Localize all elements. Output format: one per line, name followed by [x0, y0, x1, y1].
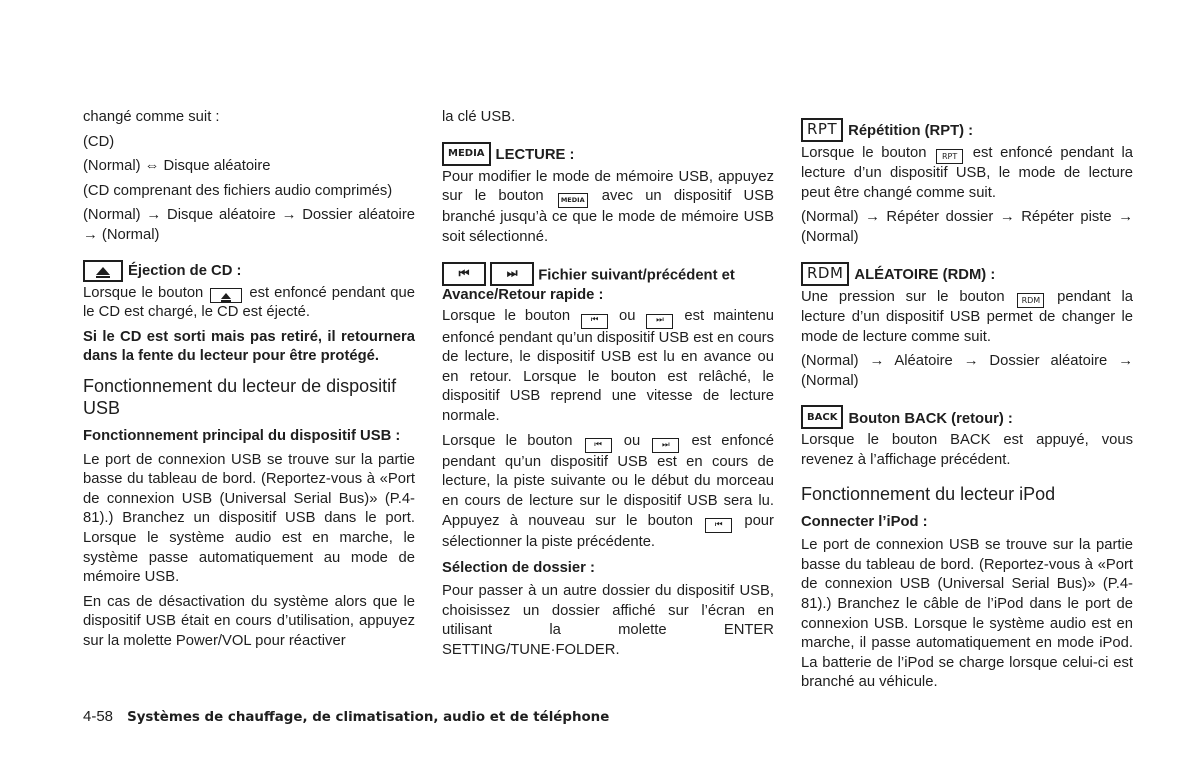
prev-inline-icon: ⏮ [585, 438, 612, 453]
media-icon: MEDIA [442, 142, 491, 166]
prev-track-icon: ⏮ [442, 262, 486, 286]
play-text-after: avec un dispositif USB branché jusqu’à ce que le mode de mémoire USB soit sélectionné. [442, 188, 774, 246]
play-heading-row [442, 142, 774, 166]
seek-p2-text-c: pour sélectionner la piste précédente. [442, 512, 774, 550]
rdm-sequence: (Normal) → Aléatoire → Dossier aléatoire → (Normal) [801, 353, 1133, 389]
intro-line: changé comme suit : [83, 109, 220, 125]
rdm-text-after: pendant la lecture d’un dispositif USB permet de changer le mode de lecture comme suit. [801, 288, 1133, 345]
seek-paragraph-1 [442, 307, 774, 426]
rpt-paragraph [801, 144, 1133, 203]
seek-p2-text-b: est enfoncé pendant qu’un dispositif USB est en cours de lecture, la piste suivante ou le début du morceau en cours de lecture sur le dispositif USB sera lu. Appuyez à nouveau sur le bouton [442, 432, 774, 529]
rdm-text-before: Une pression sur le bouton [801, 288, 1005, 305]
prev-inline-icon: ⏮ [581, 314, 608, 329]
rpt-inline-icon: RPT [936, 149, 963, 164]
ipod-sub-heading: Connecter l’iPod : [801, 513, 928, 530]
column-middle [442, 108, 774, 665]
continuation-line: la clé USB. [442, 109, 516, 125]
rpt-sequence: (Normal) → Répéter dossier → Répéter piste → (Normal) [801, 209, 1133, 246]
back-heading-row [801, 405, 1133, 429]
eject-paragraph [83, 284, 415, 323]
cd-label: (CD) [83, 133, 115, 150]
usb-section-title: Fonctionnement du lecteur de dispositif USB [83, 375, 397, 418]
rdm-paragraph [801, 288, 1133, 347]
seek-paragraph-2 [442, 432, 774, 553]
back-icon: BACK [801, 405, 843, 429]
seek-heading: Fichier suivant/précédent et Avance/Retour rapide : [442, 267, 735, 303]
usb-paragraph-2: En cas de désactivation du système alors que le dispositif USB était en cours d’utilisation, appuyez sur la molette Power/VOL pour réactiver [83, 593, 415, 649]
rdm-heading-row [801, 262, 1133, 286]
seek-p2-or: ou [623, 432, 641, 449]
cd-sequence: (Normal) ⇔ Disque aléatoire [83, 158, 271, 175]
seek-p1-or: ou [619, 308, 636, 325]
eject-heading: Éjection de CD : [128, 262, 242, 279]
usb-sub-heading: Fonctionnement principal du dispositif USB : [83, 427, 401, 444]
back-heading: Bouton BACK (retour) : [848, 410, 1013, 427]
ipod-paragraph: Le port de connexion USB se trouve sur la partie basse du tableau de bord. (Reportez-vous à «Port de connexion USB (Universal Serial Bus)» (P.4-81).) Branchez le câble de l’iPod dans le port de connexion USB. Lorsque le système audio est en marche, il passe automatiquement en mode iPod. La batterie de l’iPod se charge lorsque celui-ci est branché au véhicule. [801, 537, 1133, 691]
cd-compressed-sequence: (Normal) → Disque aléatoire → Dossier aléatoire → (Normal) [83, 207, 415, 243]
column-left [83, 108, 415, 656]
media-inline-icon: MEDIA [558, 193, 588, 208]
play-heading: LECTURE : [495, 147, 575, 163]
eject-warning: Si le CD est sorti mais pas retiré, il retournera dans la fente du lecteur pour être protégé. [83, 328, 415, 365]
rpt-text-before: Lorsque le bouton [801, 145, 927, 161]
eject-text-after: est enfoncé pendant que le CD est chargé, le CD est éjecté. [83, 284, 415, 321]
eject-inline-icon [210, 288, 242, 303]
seek-heading-row [442, 262, 774, 306]
play-text-before: Pour modifier le mode de mémoire USB, appuyez sur le bouton [442, 168, 774, 205]
rpt-heading-row [801, 118, 1133, 142]
seek-p2-text-a: Lorsque le bouton [442, 432, 573, 449]
chapter-title: Systèmes de chauffage, de climatisation, audio et de téléphone [127, 710, 610, 725]
prev-inline-icon: ⏮ [705, 518, 732, 533]
usb-paragraph-1: Le port de connexion USB se trouve sur la partie basse du tableau de bord. (Reportez-vous à «Port de connexion USB (Universal Serial Bus)» (P.4-81).) Branchez un dispositif USB dans le port. Lorsque le système audio est en marche, le système passe automatiquement au mode de mémoire USB. [83, 451, 415, 586]
next-track-icon: ⏭ [490, 262, 534, 286]
rpt-heading: Répétition (RPT) : [848, 123, 974, 140]
rdm-inline-icon: RDM [1017, 293, 1044, 308]
play-paragraph [442, 168, 774, 248]
seek-p1-text-a: Lorsque le bouton [442, 308, 571, 325]
rdm-icon: RDM [801, 262, 849, 286]
page-footer [83, 708, 609, 725]
next-inline-icon: ⏭ [646, 314, 673, 329]
page-number: 4-58 [83, 708, 114, 725]
rpt-icon: RPT [801, 118, 843, 142]
seek-p1-text-b: est maintenu enfoncé pendant qu’un dispositif USB est en cours de lecture, le dispositif USB est lu en avance ou en retour. Lorsque le bouton est relâché, le dispositif USB reprend une vitesse de lecture normale. [442, 308, 774, 424]
folder-paragraph: Pour passer à un autre dossier du dispositif USB, choisissez un dossier affiché sur l’écran en utilisant la molette ENTER SETTING/TUNE·FOLDER. [442, 583, 774, 658]
eject-text-before: Lorsque le bouton [83, 284, 204, 301]
column-right [801, 118, 1133, 698]
eject-heading-row [83, 260, 415, 282]
cd-compressed-label: (CD comprenant des fichiers audio comprimés) [83, 182, 393, 199]
next-inline-icon: ⏭ [652, 438, 679, 453]
folder-heading: Sélection de dossier : [442, 559, 595, 576]
back-paragraph: Lorsque le bouton BACK est appuyé, vous revenez à l’affichage précédent. [801, 432, 1133, 468]
eject-icon [83, 260, 123, 282]
ipod-section-title: Fonctionnement du lecteur iPod [801, 483, 1056, 504]
rdm-heading: ALÉATOIRE (RDM) : [854, 267, 996, 284]
rpt-text-after: est enfoncé pendant la lecture d’un dispositif USB, le mode de lecture peut être changé comme suit. [801, 145, 1133, 201]
